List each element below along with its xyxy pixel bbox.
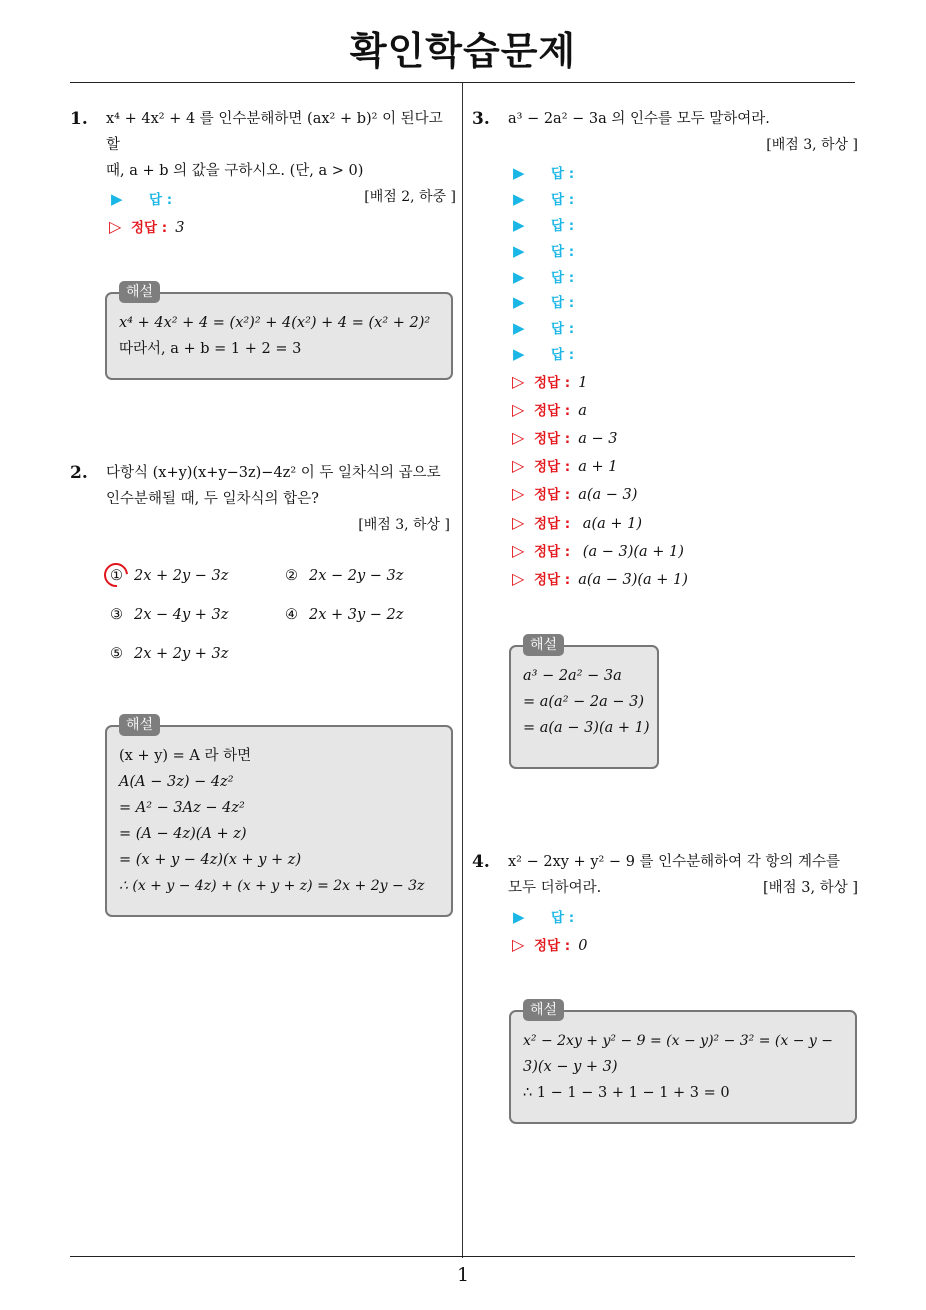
score-label: [배점 3, 하상 ]: [762, 880, 858, 896]
key-label: 정답 :: [131, 220, 168, 236]
outline-play-icon: ▷: [512, 513, 525, 532]
choice-5[interactable]: [110, 641, 228, 667]
outline-play-icon: ▷: [512, 372, 525, 391]
key-label: 정답 :: [534, 403, 571, 419]
bottom-divider: [70, 1256, 855, 1257]
solution-line: = A² − 3Az − 4z²: [119, 800, 245, 816]
question-3: [472, 106, 858, 158]
play-icon: ▶: [513, 164, 525, 182]
choice-4[interactable]: [285, 602, 403, 628]
question-number: 4.: [472, 852, 490, 872]
solution-box: [105, 725, 453, 917]
solution-line: = a(a² − 2a − 3): [523, 694, 645, 710]
key-row: [512, 510, 642, 536]
answer-label: 답 :: [551, 244, 575, 260]
choice-2[interactable]: [285, 563, 403, 589]
answer-row: [513, 315, 574, 341]
question-text-line: x⁴ + 4x² + 4 를 인수분해하면 (ax² + b)² 이 된다고 할: [106, 111, 443, 153]
question-4: [472, 849, 858, 901]
play-icon: ▶: [513, 293, 525, 311]
score-label: [배점 3, 하상 ]: [358, 517, 450, 533]
choice-number: ②: [285, 568, 298, 584]
play-icon: ▶: [513, 908, 525, 926]
key-label: 정답 :: [534, 375, 571, 391]
outline-play-icon: ▷: [512, 935, 525, 954]
question-text: 모두 더하여라.: [508, 880, 602, 896]
solution-line: 따라서, a + b = 1 + 2 = 3: [119, 341, 302, 357]
answer-row: [513, 238, 574, 264]
answer-label: 답 :: [551, 295, 575, 311]
key-row: [512, 481, 637, 507]
choice-text: 2x + 3y − 2z: [309, 607, 404, 623]
solution-tab: 해설: [523, 999, 564, 1021]
play-icon: ▶: [513, 242, 525, 260]
play-icon: ▶: [513, 190, 525, 208]
solution-line: (x + y) = A 라 하면: [119, 748, 252, 764]
page-title: 확인학습문제: [349, 29, 577, 73]
outline-play-icon: ▷: [512, 456, 525, 475]
key-label: 정답 :: [534, 572, 571, 588]
play-icon: ▶: [111, 190, 123, 208]
choice-number: ④: [285, 607, 298, 623]
score-label: [배점 2, 하중 ]: [364, 189, 456, 205]
question-text-line: 다항식 (x+y)(x+y−3z)−4z² 이 두 일차식의 곱으로: [106, 465, 441, 481]
solution-line: = (A − 4z)(A + z): [119, 826, 247, 842]
key-row: [512, 397, 587, 423]
question-text-line: 인수분해될 때, 두 일차식의 합은?: [106, 491, 319, 507]
key-value: a(a − 3): [578, 487, 638, 503]
answer-row: [513, 289, 574, 315]
answer-row: [111, 186, 172, 212]
key-value: a(a − 3)(a + 1): [578, 572, 688, 588]
solution-line: ∴ (x + y − 4z) + (x + y + z) = 2x + 2y − 3z: [119, 878, 425, 894]
key-value: a − 3: [578, 431, 618, 447]
answer-label: 답 :: [551, 166, 575, 182]
solution-line: = a(a − 3)(a + 1): [523, 720, 650, 736]
play-icon: ▶: [513, 345, 525, 363]
key-row: [109, 214, 184, 240]
answer-label: 답 :: [551, 321, 575, 337]
key-label: 정답 :: [534, 459, 571, 475]
solution-box: [509, 1010, 857, 1124]
key-label: 정답 :: [534, 516, 571, 532]
question-2: [70, 460, 456, 538]
question-text-line: x² − 2xy + y² − 9 를 인수분해하여 각 항의 계수를: [508, 854, 841, 870]
answer-label: 답 :: [551, 218, 575, 234]
choice-text: 2x − 2y − 3z: [309, 568, 404, 584]
key-row: [512, 932, 587, 958]
answer-row: [513, 160, 574, 186]
outline-play-icon: ▷: [512, 484, 525, 503]
question-number: 3.: [472, 109, 490, 129]
key-label: 정답 :: [534, 431, 571, 447]
key-value: 1: [578, 375, 588, 391]
choice-text: 2x + 2y − 3z: [134, 568, 229, 584]
play-icon: ▶: [513, 319, 525, 337]
solution-tab: 해설: [523, 634, 564, 656]
play-icon: ▶: [513, 216, 525, 234]
page-number: 1: [456, 1264, 470, 1286]
choice-number: ③: [110, 607, 123, 623]
solution-line: x² − 2xy + y² − 9 = (x − y)² − 3² = (x − y −: [523, 1033, 834, 1049]
solution-line: ∴ 1 − 1 − 3 + 1 − 1 + 3 = 0: [523, 1085, 730, 1101]
question-number: 1.: [70, 109, 88, 129]
outline-play-icon: ▷: [512, 428, 525, 447]
solution-line: a³ − 2a² − 3a: [523, 668, 622, 684]
answer-label: 답 :: [551, 192, 575, 208]
outline-play-icon: ▷: [512, 569, 525, 588]
solution-tab: 해설: [119, 281, 160, 303]
answer-row: [513, 264, 574, 290]
outline-play-icon: ▷: [109, 217, 122, 236]
answer-row: [513, 341, 574, 367]
answer-label: 답 :: [149, 192, 173, 208]
choice-text: 2x + 2y + 3z: [134, 646, 229, 662]
choice-text: 2x − 4y + 3z: [134, 607, 229, 623]
solution-tab: 해설: [119, 714, 160, 736]
solution-box: [509, 645, 659, 769]
outline-play-icon: ▷: [512, 400, 525, 419]
key-value: a + 1: [578, 459, 618, 475]
key-value: a(a + 1): [578, 516, 642, 532]
key-label: 정답 :: [534, 544, 571, 560]
key-row: [512, 538, 684, 564]
play-icon: ▶: [513, 268, 525, 286]
answer-row: [513, 904, 574, 930]
solution-line: x⁴ + 4x² + 4 = (x²)² + 4(x²) + 4 = (x² + 2)²: [119, 315, 431, 331]
key-value: 0: [578, 938, 588, 954]
answer-label: 답 :: [551, 347, 575, 363]
choice-number: ①: [110, 568, 123, 584]
question-text-line: a³ − 2a² − 3a 의 인수를 모두 말하여라.: [508, 111, 770, 127]
choice-3[interactable]: [110, 602, 228, 628]
solution-line: 3)(x − y + 3): [523, 1059, 618, 1075]
question-text-line: [508, 875, 858, 901]
solution-line: = (x + y − 4z)(x + y + z): [119, 852, 302, 868]
key-row: [512, 566, 688, 592]
question-text-line: 때, a + b 의 값을 구하시오. (단, a > 0): [106, 163, 364, 179]
key-row: [512, 453, 617, 479]
key-label: 정답 :: [534, 487, 571, 503]
solution-line: A(A − 3z) − 4z²: [119, 774, 234, 790]
key-value: (a − 3)(a + 1): [578, 544, 684, 560]
key-row: [512, 425, 617, 451]
column-divider: [462, 83, 463, 1258]
question-number: 2.: [70, 463, 88, 483]
answer-row: [513, 212, 574, 238]
key-value: a: [578, 403, 587, 419]
key-row: [512, 369, 587, 395]
solution-box: [105, 292, 453, 380]
key-value: 3: [175, 220, 185, 236]
answer-label: 답 :: [551, 270, 575, 286]
outline-play-icon: ▷: [512, 541, 525, 560]
answer-row: [513, 186, 574, 212]
key-label: 정답 :: [534, 938, 571, 954]
choice-number: ⑤: [110, 646, 123, 662]
score-label: [배점 3, 하상 ]: [766, 137, 858, 153]
answer-label: 답 :: [551, 910, 575, 926]
